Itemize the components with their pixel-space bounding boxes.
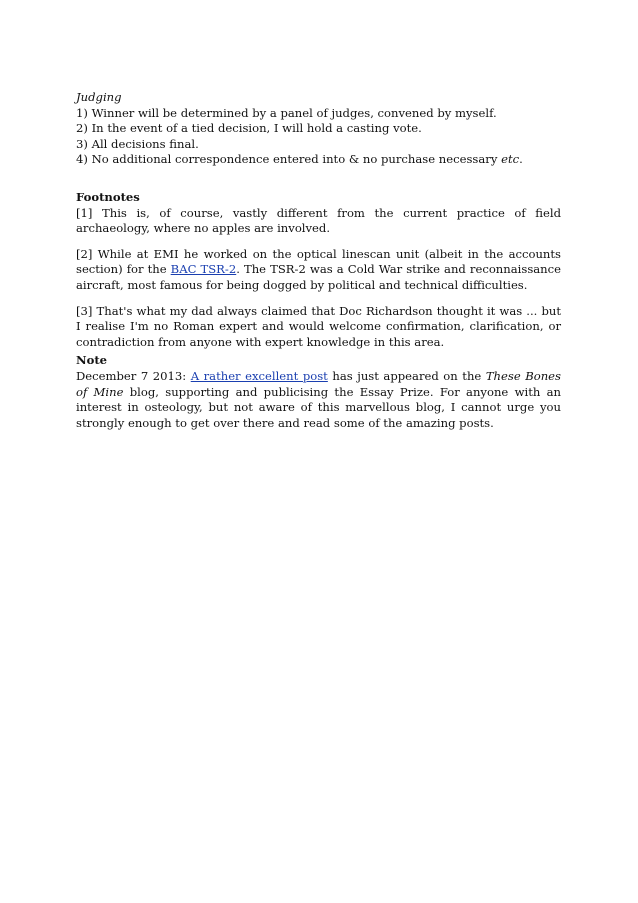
footnote-2-after: . The TSR-2 was a Cold War strike and reconnaissance aircraft, most famous for being dogged by political and technical difficulties.	[76, 262, 561, 292]
judging-item-4-text: 4) No additional correspondence entered into & no purchase necessary	[76, 152, 502, 167]
note-mid: has just appeared on the	[327, 368, 486, 383]
note-heading: Note	[76, 353, 108, 368]
judging-item-1: 1) Winner will be determined by a panel of judges, convened by myself.	[76, 105, 497, 120]
footnotes-heading: Footnotes	[76, 189, 140, 204]
judging-heading: Judging	[76, 90, 122, 104]
judging-item-4-etc: etc	[501, 152, 520, 167]
note-rest: blog, supporting and publicising the Essay Prize. For anyone with an interest in osteology, but not aware of this marvellous blog, I cannot urge you strongly enough to get over there and read some of the amazing posts.	[76, 384, 561, 430]
bac-tsr2-link[interactable]: BAC TSR-2	[170, 262, 237, 277]
note-paragraph	[76, 369, 561, 431]
judging-item-2: 2) In the event of a tied decision, I will hold a casting vote.	[76, 121, 422, 136]
footnotes-section	[76, 190, 561, 350]
judging-section	[76, 90, 561, 168]
judging-item-4-end: .	[519, 152, 523, 167]
excellent-post-link[interactable]: A rather excellent post	[190, 368, 328, 383]
blog-name: These Bones of Mine	[76, 368, 561, 399]
judging-item-4	[76, 152, 561, 168]
footnote-2	[76, 247, 561, 294]
footnote-1: [1] This is, of course, vastly different from the current practice of field archaeology, where no apples are involved.	[76, 205, 561, 236]
judging-item-3: 3) All decisions final.	[76, 136, 199, 151]
footnote-2-before: [2] While at EMI he worked on the optical linescan unit (albeit in the accounts section) for the	[76, 246, 561, 277]
note-date: December 7 2013:	[76, 368, 191, 383]
footnote-3: [3] That's what my dad always claimed that Doc Richardson thought it was ... but I realise I'm no Roman expert and would welcome confirmation, clarification, or contradiction from anyone with expert knowledge in this area.	[76, 303, 561, 349]
note-section	[76, 353, 561, 431]
document-page	[76, 90, 561, 431]
